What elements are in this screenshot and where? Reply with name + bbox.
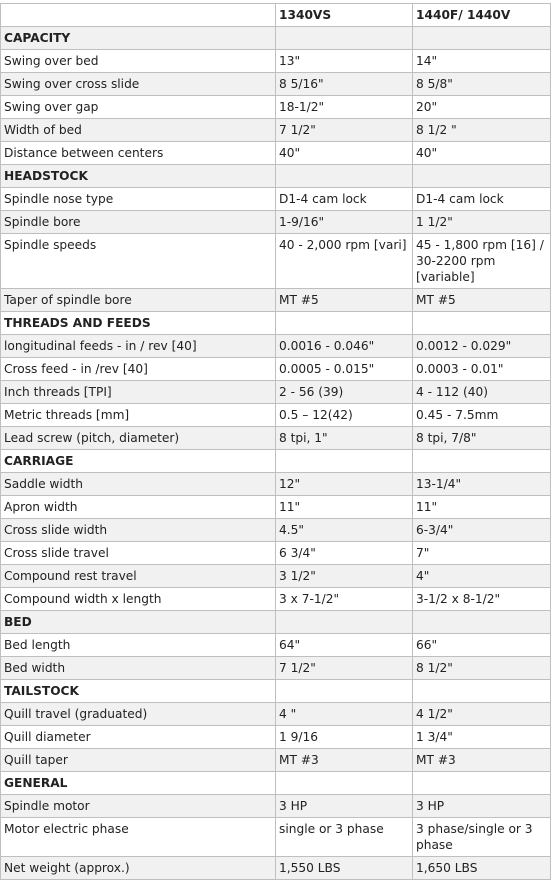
table-row: [1, 234, 551, 289]
spec-label: Quill diameter: [1, 726, 276, 749]
empty-cell: [276, 611, 413, 634]
spec-value-1440: 66": [413, 634, 551, 657]
section-title: CARRIAGE: [1, 450, 276, 473]
table-row: [1, 73, 551, 96]
empty-cell: [413, 611, 551, 634]
empty-cell: [413, 27, 551, 50]
table-row: [1, 473, 551, 496]
spec-value-1340vs: 8 tpi, 1": [276, 427, 413, 450]
spec-value-1340vs: 40": [276, 142, 413, 165]
spec-value-1440: 4 - 112 (40): [413, 381, 551, 404]
spec-label: Cross slide width: [1, 519, 276, 542]
spec-label: Net weight (approx.): [1, 857, 276, 880]
table-row: [1, 119, 551, 142]
spec-label: Spindle nose type: [1, 188, 276, 211]
spec-value-1340vs: 6 3/4": [276, 542, 413, 565]
spec-value-1440: 8 1/2": [413, 657, 551, 680]
spec-value-1440: 13-1/4": [413, 473, 551, 496]
section-title: HEADSTOCK: [1, 165, 276, 188]
spec-value-1440: 7": [413, 542, 551, 565]
table-row: [1, 519, 551, 542]
spec-value-1340vs: 3 HP: [276, 795, 413, 818]
spec-value-1440: 8 5/8": [413, 73, 551, 96]
spec-value-1340vs: 1-9/16": [276, 211, 413, 234]
spec-label: Swing over cross slide: [1, 73, 276, 96]
spec-label: Compound width x length: [1, 588, 276, 611]
spec-value-1340vs: MT #3: [276, 749, 413, 772]
spec-value-1340vs: 40 - 2,000 rpm [vari]: [276, 234, 413, 289]
empty-cell: [276, 450, 413, 473]
spec-value-1340vs: 0.0016 - 0.046": [276, 335, 413, 358]
empty-cell: [413, 450, 551, 473]
table-row: [1, 358, 551, 381]
spec-value-1340vs: D1-4 cam lock: [276, 188, 413, 211]
table-row: [1, 657, 551, 680]
table-row: [1, 188, 551, 211]
empty-cell: [276, 680, 413, 703]
spec-value-1440: 0.0003 - 0.01": [413, 358, 551, 381]
spec-value-1440: 4": [413, 565, 551, 588]
spec-value-1340vs: 64": [276, 634, 413, 657]
spec-label: longitudinal feeds - in / rev [40]: [1, 335, 276, 358]
table-row: [1, 381, 551, 404]
spec-value-1440: 8 1/2 ": [413, 119, 551, 142]
spec-value-1340vs: 3 1/2": [276, 565, 413, 588]
empty-cell: [276, 27, 413, 50]
spec-label: Cross feed - in /rev [40]: [1, 358, 276, 381]
table-row: [1, 795, 551, 818]
spec-label: Bed length: [1, 634, 276, 657]
spec-value-1340vs: 0.5 – 12(42): [276, 404, 413, 427]
spec-value-1440: 45 - 1,800 rpm [16] / 30-2200 rpm [variable]: [413, 234, 551, 289]
spec-value-1440: 4 1/2": [413, 703, 551, 726]
spec-value-1340vs: 13": [276, 50, 413, 73]
spec-value-1440: 8 tpi, 7/8": [413, 427, 551, 450]
spec-label: Quill travel (graduated): [1, 703, 276, 726]
spec-label: Bed width: [1, 657, 276, 680]
section-title: THREADS AND FEEDS: [1, 312, 276, 335]
section-row: [1, 27, 551, 50]
spec-label: Taper of spindle bore: [1, 289, 276, 312]
table-row: [1, 634, 551, 657]
spec-value-1440: 20": [413, 96, 551, 119]
spec-label: Apron width: [1, 496, 276, 519]
spec-value-1440: 3 HP: [413, 795, 551, 818]
empty-cell: [276, 772, 413, 795]
spec-value-1340vs: 4.5": [276, 519, 413, 542]
spec-value-1340vs: 11": [276, 496, 413, 519]
table-row: [1, 211, 551, 234]
spec-value-1440: 6-3/4": [413, 519, 551, 542]
spec-label: Inch threads [TPI]: [1, 381, 276, 404]
table-body: [1, 27, 551, 880]
spec-value-1440: 3 phase/single or 3 phase: [413, 818, 551, 857]
section-row: [1, 611, 551, 634]
section-row: [1, 165, 551, 188]
section-row: [1, 772, 551, 795]
spec-value-1440: MT #5: [413, 289, 551, 312]
section-title: CAPACITY: [1, 27, 276, 50]
table-row: [1, 427, 551, 450]
header-label-column: [1, 4, 276, 27]
table-header-row: [1, 4, 551, 27]
spec-value-1440: 1,650 LBS: [413, 857, 551, 880]
header-model-1340vs: 1340VS: [276, 4, 413, 27]
table-row: [1, 818, 551, 857]
spec-value-1340vs: 12": [276, 473, 413, 496]
table-row: [1, 565, 551, 588]
table-row: [1, 289, 551, 312]
spec-label: Width of bed: [1, 119, 276, 142]
spec-value-1440: 11": [413, 496, 551, 519]
table-row: [1, 404, 551, 427]
spec-value-1340vs: 0.0005 - 0.015": [276, 358, 413, 381]
spec-value-1340vs: 7 1/2": [276, 657, 413, 680]
spec-value-1440: 3-1/2 x 8-1/2": [413, 588, 551, 611]
spec-label: Quill taper: [1, 749, 276, 772]
spec-value-1440: 40": [413, 142, 551, 165]
spec-label: Spindle bore: [1, 211, 276, 234]
spec-label: Saddle width: [1, 473, 276, 496]
section-row: [1, 450, 551, 473]
spec-label: Cross slide travel: [1, 542, 276, 565]
table-row: [1, 726, 551, 749]
empty-cell: [413, 772, 551, 795]
empty-cell: [413, 312, 551, 335]
spec-value-1440: 0.45 - 7.5mm: [413, 404, 551, 427]
table-row: [1, 142, 551, 165]
table-row: [1, 703, 551, 726]
spec-label: Lead screw (pitch, diameter): [1, 427, 276, 450]
table-row: [1, 335, 551, 358]
section-title: BED: [1, 611, 276, 634]
spec-value-1340vs: 2 - 56 (39): [276, 381, 413, 404]
table-row: [1, 50, 551, 73]
section-row: [1, 312, 551, 335]
spec-value-1440: MT #3: [413, 749, 551, 772]
header-model-1440: 1440F/ 1440V: [413, 4, 551, 27]
spec-value-1340vs: MT #5: [276, 289, 413, 312]
spec-value-1340vs: 7 1/2": [276, 119, 413, 142]
empty-cell: [276, 165, 413, 188]
section-title: TAILSTOCK: [1, 680, 276, 703]
empty-cell: [413, 680, 551, 703]
spec-value-1440: D1-4 cam lock: [413, 188, 551, 211]
table-row: [1, 588, 551, 611]
spec-label: Spindle speeds: [1, 234, 276, 289]
section-title: GENERAL: [1, 772, 276, 795]
spec-value-1340vs: 18-1/2": [276, 96, 413, 119]
spec-value-1440: 1 3/4": [413, 726, 551, 749]
spec-value-1440: 14": [413, 50, 551, 73]
spec-label: Spindle motor: [1, 795, 276, 818]
table-row: [1, 749, 551, 772]
spec-label: Compound rest travel: [1, 565, 276, 588]
lathe-specs-table: [0, 3, 551, 880]
table-row: [1, 496, 551, 519]
spec-value-1340vs: 3 x 7-1/2": [276, 588, 413, 611]
empty-cell: [413, 165, 551, 188]
spec-label: Swing over gap: [1, 96, 276, 119]
section-row: [1, 680, 551, 703]
spec-value-1340vs: single or 3 phase: [276, 818, 413, 857]
spec-value-1440: 0.0012 - 0.029": [413, 335, 551, 358]
spec-value-1340vs: 1,550 LBS: [276, 857, 413, 880]
table-row: [1, 542, 551, 565]
spec-label: Metric threads [mm]: [1, 404, 276, 427]
spec-label: Distance between centers: [1, 142, 276, 165]
spec-value-1440: 1 1/2": [413, 211, 551, 234]
spec-label: Motor electric phase: [1, 818, 276, 857]
spec-value-1340vs: 1 9/16: [276, 726, 413, 749]
spec-value-1340vs: 4 ": [276, 703, 413, 726]
spec-value-1340vs: 8 5/16": [276, 73, 413, 96]
table-row: [1, 96, 551, 119]
empty-cell: [276, 312, 413, 335]
spec-label: Swing over bed: [1, 50, 276, 73]
table-row: [1, 857, 551, 880]
